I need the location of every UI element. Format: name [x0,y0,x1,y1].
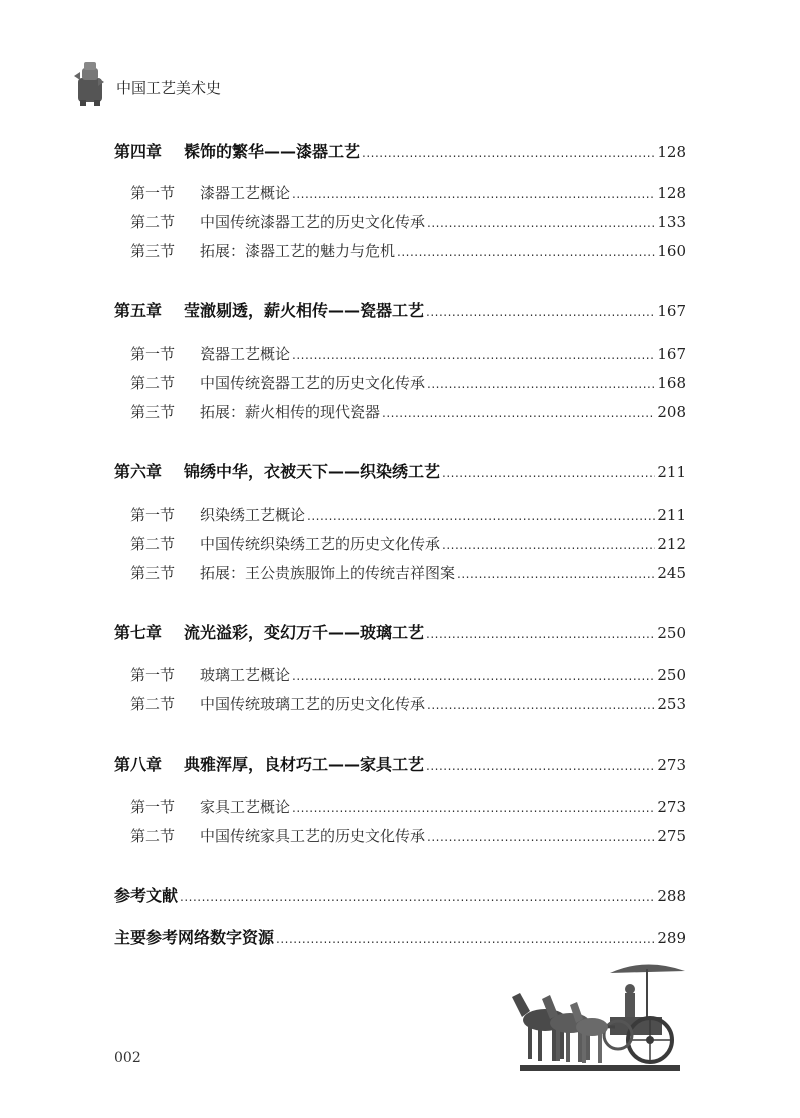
chapter-number: 第七章 [114,623,163,642]
section-title: 漆器工艺概论 [200,184,291,202]
page-number: 253 [657,695,686,713]
toc-section-row[interactable] [130,795,686,819]
dot-leader [276,927,655,951]
section-title: 中国传统漆器工艺的历史文化传承 [200,213,426,231]
dot-leader [426,622,655,646]
page-number: 245 [657,564,686,582]
references-title: 参考文献 [114,886,179,905]
chapter-number: 第六章 [114,462,163,481]
toc-chapter-row[interactable] [114,140,686,164]
bronze-chariot-illustration [500,955,700,1095]
page-number: 128 [657,184,686,202]
section-title: 玻璃工艺概论 [200,666,291,684]
dot-leader [292,664,655,688]
toc-section-row[interactable] [130,503,686,527]
dot-leader [427,825,655,849]
toc-chapter-row[interactable] [114,460,686,484]
page-number: 250 [657,666,686,684]
page-number: 212 [657,535,686,553]
page-number: 273 [657,798,686,816]
section-title: 瓷器工艺概论 [200,345,291,363]
dot-leader [292,343,655,367]
page-number: 128 [657,143,686,161]
section-number: 第一节 [130,345,176,363]
toc-web-resources-row[interactable] [114,926,686,950]
dot-leader [426,300,655,324]
toc-section-row[interactable] [130,561,686,585]
page-number: 211 [657,506,686,524]
section-title: 中国传统家具工艺的历史文化传承 [200,827,426,845]
web-resources-title: 主要参考网络数字资源 [114,928,275,947]
chapter-number: 第八章 [114,755,163,774]
section-number: 第二节 [130,695,176,713]
dot-leader [397,240,655,264]
toc-section-row[interactable] [130,181,686,205]
dot-leader [427,372,655,396]
dot-leader [292,182,655,206]
section-title: 拓展：王公贵族服饰上的传统吉祥图案 [200,564,456,582]
page-number: 273 [657,756,686,774]
toc-references-row[interactable] [114,884,686,908]
page-number: 160 [657,242,686,260]
section-title: 拓展：漆器工艺的魅力与危机 [200,242,396,260]
book-title: 中国工艺美术史 [116,78,222,97]
toc-section-row[interactable] [130,663,686,687]
section-title: 拓展：薪火相传的现代瓷器 [200,403,381,421]
section-number: 第一节 [130,666,176,684]
toc-section-row[interactable] [130,239,686,263]
toc-section-row[interactable] [130,342,686,366]
section-number: 第二节 [130,535,176,553]
section-number: 第三节 [130,564,176,582]
page-number: 167 [657,345,686,363]
section-number: 第二节 [130,827,176,845]
dot-leader [292,796,655,820]
chapter-title: 流光溢彩，变幻万千——玻璃工艺 [184,623,425,642]
toc-section-row[interactable] [130,400,686,424]
dot-leader [427,211,655,235]
section-number: 第三节 [130,403,176,421]
page-number: 289 [657,929,686,947]
dot-leader [442,533,655,557]
dot-leader [382,401,655,425]
page-number: 133 [657,213,686,231]
page-number: 275 [657,827,686,845]
section-number: 第二节 [130,374,176,392]
chapter-number: 第四章 [114,142,163,161]
chapter-title: 莹澈剔透，薪火相传——瓷器工艺 [184,301,425,320]
dot-leader [362,141,655,165]
section-number: 第一节 [130,506,176,524]
folio-page-number: 002 [114,1050,141,1066]
dot-leader [442,461,655,485]
dot-leader [180,885,655,909]
chapter-title: 锦绣中华，衣被天下——织染绣工艺 [184,462,441,481]
page-number: 208 [657,403,686,421]
section-title: 中国传统瓷器工艺的历史文化传承 [200,374,426,392]
dot-leader [307,504,655,528]
toc-section-row[interactable] [130,371,686,395]
section-number: 第一节 [130,184,176,202]
section-title: 中国传统玻璃工艺的历史文化传承 [200,695,426,713]
section-title: 家具工艺概论 [200,798,291,816]
section-title: 中国传统织染绣工艺的历史文化传承 [200,535,441,553]
page-number: 168 [657,374,686,392]
page-number: 288 [657,887,686,905]
chapter-title: 髹饰的繁华——漆器工艺 [184,142,361,161]
toc-chapter-row[interactable] [114,299,686,323]
section-number: 第一节 [130,798,176,816]
chapter-number: 第五章 [114,301,163,320]
toc-section-row[interactable] [130,532,686,556]
chapter-title: 典雅浑厚，良材巧工——家具工艺 [184,755,425,774]
toc-chapter-row[interactable] [114,753,686,777]
page-number: 167 [657,302,686,320]
toc-section-row[interactable] [130,210,686,234]
page-number: 211 [657,463,686,481]
toc-section-row[interactable] [130,824,686,848]
toc-chapter-row[interactable] [114,621,686,645]
dot-leader [457,562,655,586]
section-number: 第三节 [130,242,176,260]
section-number: 第二节 [130,213,176,231]
dot-leader [427,693,655,717]
section-title: 织染绣工艺概论 [200,506,306,524]
toc-section-row[interactable] [130,692,686,716]
dot-leader [426,754,655,778]
page-number: 250 [657,624,686,642]
